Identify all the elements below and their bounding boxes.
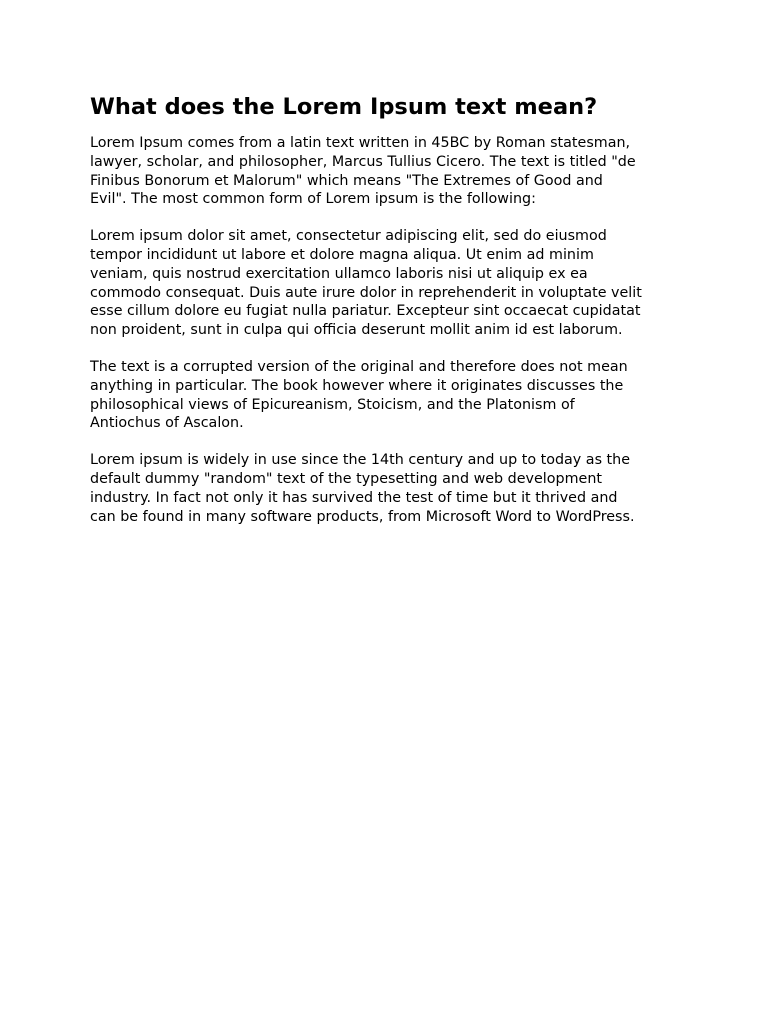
text-line: tempor incididunt ut labore et dolore magna aliqua. Ut enim ad minim: [90, 246, 594, 263]
text-line: veniam, quis nostrud exercitation ullamco laboris nisi ut aliquip ex ea: [90, 265, 588, 282]
document-page: [90, 92, 690, 544]
text-line: Antiochus of Ascalon.: [90, 415, 244, 432]
text-line: commodo consequat. Duis aute irure dolor in reprehenderit in voluptate velit: [90, 284, 642, 301]
text-line: default dummy "random" text of the typesetting and web development: [90, 470, 602, 487]
text-line: The text is a corrupted version of the original and therefore does not mean: [90, 358, 628, 375]
text-line: Lorem Ipsum comes from a latin text written in 45BC by Roman statesman,: [90, 135, 631, 151]
text-line: non proident, sunt in culpa qui officia deserunt mollit anim id est laborum.: [90, 322, 623, 339]
text-line: esse cillum dolore eu fugiat nulla pariatur. Excepteur sint occaecat cupidatat: [90, 303, 641, 320]
text-line: anything in particular. The book however where it originates discusses the: [90, 377, 624, 394]
text-line: can be found in many software products, from Microsoft Word to WordPress.: [90, 508, 635, 525]
text-line: industry. In fact not only it has survived the test of time but it thrived and: [90, 489, 618, 506]
paragraph-meaning: [90, 358, 690, 433]
text-line: Lorem ipsum dolor sit amet, consectetur adipiscing elit, sed do eiusmod: [90, 228, 607, 245]
text-line: Lorem ipsum is widely in use since the 14th century and up to today as the: [90, 452, 631, 469]
paragraph-origin: [90, 134, 690, 209]
text-line: lawyer, scholar, and philosopher, Marcus Tullius Cicero. The text is titled "de: [90, 153, 636, 170]
text-line: philosophical views of Epicureanism, Stoicism, and the Platonism of: [90, 396, 575, 413]
paragraph-lorem-sample: [90, 227, 690, 340]
paragraph-usage: [90, 451, 690, 526]
text-line: Finibus Bonorum et Malorum" which means "The Extremes of Good and: [90, 172, 603, 189]
text-line: Evil". The most common form of Lorem ipsum is the following:: [90, 191, 536, 208]
document-title: What does the Lorem Ipsum text mean?: [90, 94, 598, 120]
